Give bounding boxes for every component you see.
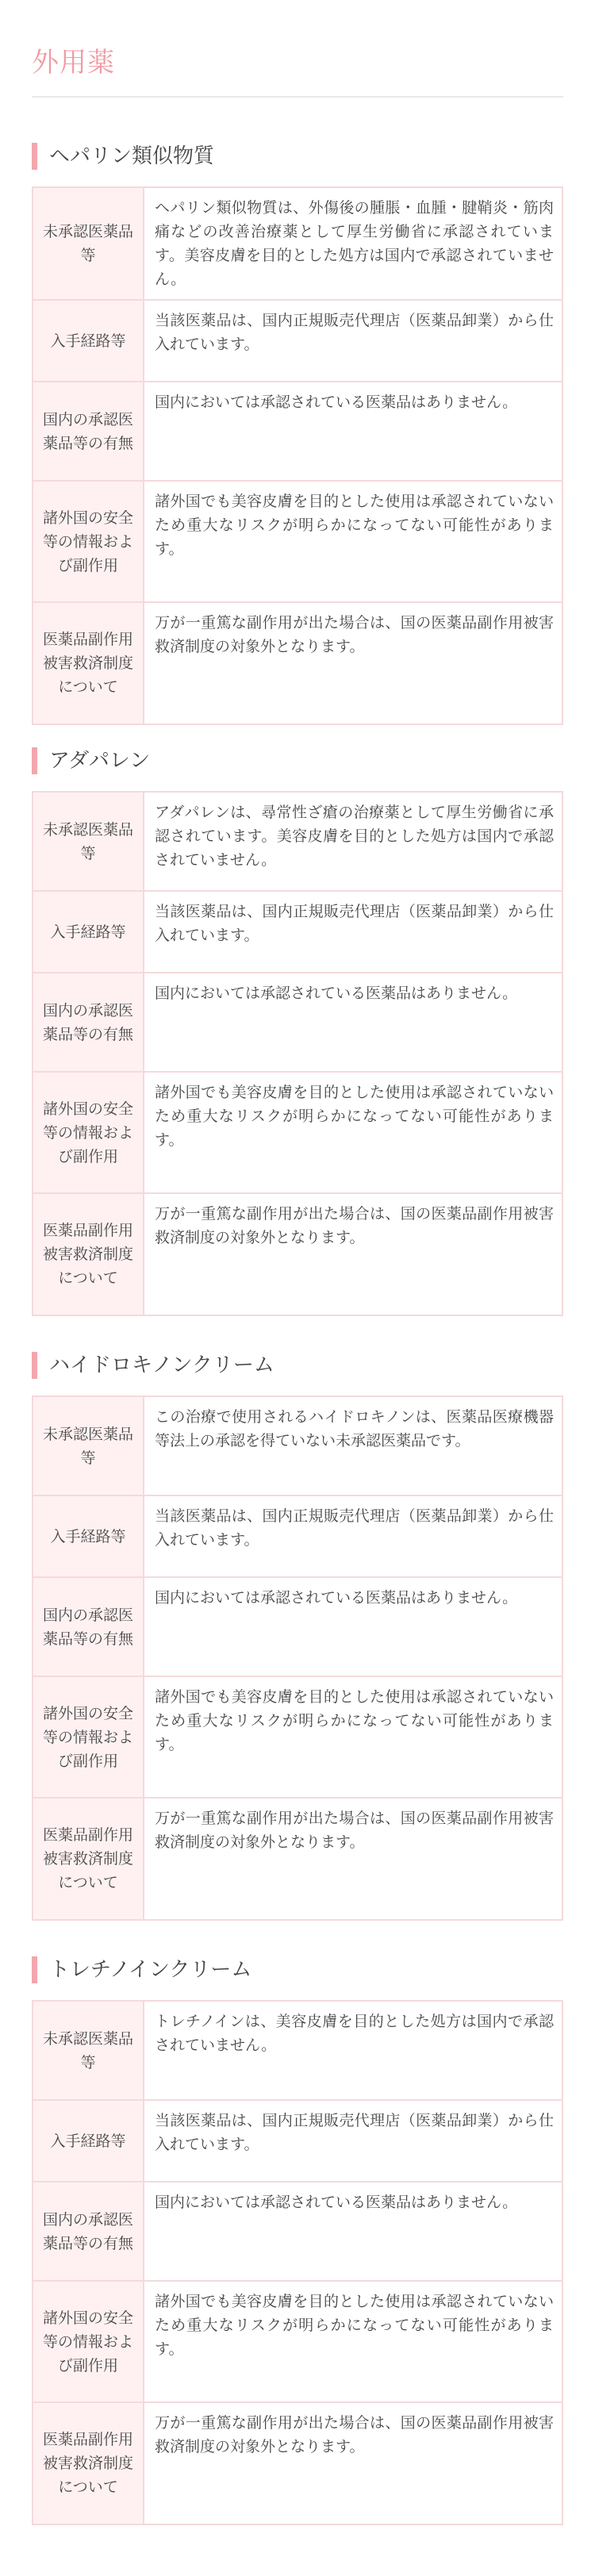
table-row <box>33 1495 562 1577</box>
row-label: 医薬品副作用被害救済制度について <box>33 1798 144 1920</box>
row-value: 当該医薬品は、国内正規販売代理店（医薬品卸業）から仕入れています。 <box>144 891 562 973</box>
row-label: 国内の承認医薬品等の有無 <box>33 2182 144 2281</box>
title-divider <box>32 96 563 98</box>
section-hydroquinone <box>32 1352 563 1921</box>
section-heparinoid <box>32 143 563 725</box>
section-tretinoin <box>32 1956 563 2525</box>
table-row <box>33 1072 562 1193</box>
section-title: アダパレン <box>49 749 151 773</box>
section-heading <box>32 747 563 774</box>
row-value: 諸外国でも美容皮膚を目的とした使用は承認されていないため重大なリスクが明らかになってない可能性があります。 <box>144 481 562 602</box>
section-title: トレチノインクリーム <box>49 1958 252 1982</box>
table-row <box>33 1577 562 1676</box>
row-label: 国内の承認医薬品等の有無 <box>33 973 144 1072</box>
table-row <box>33 1798 562 1920</box>
section-adapalene <box>32 747 563 1316</box>
row-value: 万が一重篤な副作用が出た場合は、国の医薬品副作用被害救済制度の対象外となります。 <box>144 602 562 724</box>
table-row <box>33 2281 562 2402</box>
table-row <box>33 2402 562 2524</box>
section-heading <box>32 143 563 170</box>
row-value: 当該医薬品は、国内正規販売代理店（医薬品卸業）から仕入れています。 <box>144 1495 562 1577</box>
table-row <box>33 1676 562 1798</box>
section-heading <box>32 1352 563 1379</box>
row-value: アダパレンは、尋常性ざ瘡の治療薬として厚生労働省に承認されています。美容皮膚を目的とした処方は国内で承認されていません。 <box>144 792 562 891</box>
row-label: 医薬品副作用被害救済制度について <box>33 2402 144 2524</box>
row-value: 国内においては承認されている医薬品はありません。 <box>144 973 562 1072</box>
row-value: 国内においては承認されている医薬品はありません。 <box>144 2182 562 2281</box>
row-value: 国内においては承認されている医薬品はありません。 <box>144 382 562 481</box>
row-label: 諸外国の安全等の情報および副作用 <box>33 2281 144 2402</box>
page-title: 外用薬 <box>32 47 115 79</box>
info-table <box>32 186 563 725</box>
row-value: 当該医薬品は、国内正規販売代理店（医薬品卸業）から仕入れています。 <box>144 2100 562 2182</box>
heading-accent-bar <box>32 143 37 170</box>
row-label: 入手経路等 <box>33 300 144 382</box>
row-label: 諸外国の安全等の情報および副作用 <box>33 1072 144 1193</box>
info-table <box>32 1395 563 1921</box>
table-row <box>33 973 562 1072</box>
table-row <box>33 1396 562 1495</box>
row-label: 入手経路等 <box>33 2100 144 2182</box>
section-heading <box>32 1956 563 1983</box>
table-row <box>33 481 562 602</box>
table-row <box>33 187 562 300</box>
row-label: 入手経路等 <box>33 891 144 973</box>
row-value: 万が一重篤な副作用が出た場合は、国の医薬品副作用被害救済制度の対象外となります。 <box>144 1193 562 1315</box>
table-row <box>33 382 562 481</box>
heading-accent-bar <box>32 1956 37 1983</box>
info-table <box>32 791 563 1316</box>
table-row <box>33 2001 562 2100</box>
section-title: ヘパリン類似物質 <box>49 144 215 168</box>
row-value: 当該医薬品は、国内正規販売代理店（医薬品卸業）から仕入れています。 <box>144 300 562 382</box>
table-row <box>33 1193 562 1315</box>
heading-accent-bar <box>32 747 37 774</box>
row-label: 国内の承認医薬品等の有無 <box>33 382 144 481</box>
row-value: 諸外国でも美容皮膚を目的とした使用は承認されていないため重大なリスクが明らかになってない可能性があります。 <box>144 1676 562 1798</box>
table-row <box>33 300 562 382</box>
row-label: 未承認医薬品等 <box>33 1396 144 1495</box>
row-label: 国内の承認医薬品等の有無 <box>33 1577 144 1676</box>
heading-accent-bar <box>32 1352 37 1379</box>
row-value: トレチノインは、美容皮膚を目的とした処方は国内で承認されていません。 <box>144 2001 562 2100</box>
row-value: ヘパリン類似物質は、外傷後の腫脹・血腫・腱鞘炎・筋肉痛などの改善治療薬として厚生労働省に承認されています。美容皮膚を目的とした処方は国内で承認されていません。 <box>144 187 562 300</box>
table-row <box>33 602 562 724</box>
row-label: 未承認医薬品等 <box>33 2001 144 2100</box>
section-title: ハイドロキノンクリーム <box>49 1353 274 1377</box>
info-table <box>32 2000 563 2525</box>
row-label: 未承認医薬品等 <box>33 187 144 300</box>
row-value: 万が一重篤な副作用が出た場合は、国の医薬品副作用被害救済制度の対象外となります。 <box>144 2402 562 2524</box>
row-label: 諸外国の安全等の情報および副作用 <box>33 1676 144 1798</box>
table-row <box>33 2100 562 2182</box>
row-value: 国内においては承認されている医薬品はありません。 <box>144 1577 562 1676</box>
row-value: 万が一重篤な副作用が出た場合は、国の医薬品副作用被害救済制度の対象外となります。 <box>144 1798 562 1920</box>
row-label: 入手経路等 <box>33 1495 144 1577</box>
table-row <box>33 891 562 973</box>
row-value: この治療で使用されるハイドロキノンは、医薬品医療機器等法上の承認を得ていない未承認医薬品です。 <box>144 1396 562 1495</box>
row-label: 諸外国の安全等の情報および副作用 <box>33 481 144 602</box>
table-row <box>33 2182 562 2281</box>
row-label: 医薬品副作用被害救済制度について <box>33 602 144 724</box>
row-value: 諸外国でも美容皮膚を目的とした使用は承認されていないため重大なリスクが明らかになってない可能性があります。 <box>144 2281 562 2402</box>
row-label: 医薬品副作用被害救済制度について <box>33 1193 144 1315</box>
row-label: 未承認医薬品等 <box>33 792 144 891</box>
row-value: 諸外国でも美容皮膚を目的とした使用は承認されていないため重大なリスクが明らかになってない可能性があります。 <box>144 1072 562 1193</box>
table-row <box>33 792 562 891</box>
